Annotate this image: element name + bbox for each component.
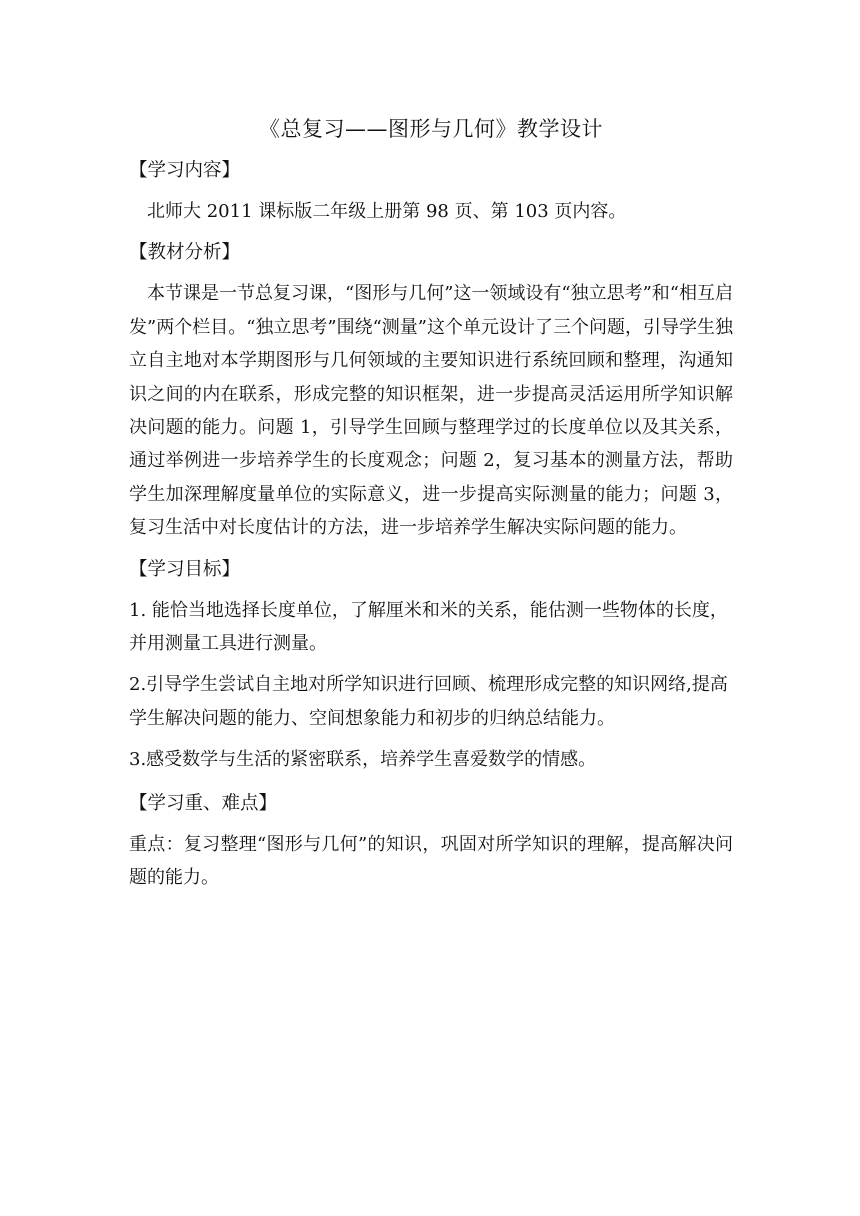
textbook-analysis-paragraph: 本节课是一节总复习课，“图形与几何”这一领域设有“独立思考”和“相互启发”两个栏目。“独立思考”围绕“测量”这个单元设计了三个问题，引导学生独立自主地对本学期图形与几何领域的主要知识进行系统回顾和整理，沟通知识之间的内在联系，形成完整的知识框架，进一步提高灵活运用所学知识解决问题的能力。问题 1，引导学生回顾与整理学过的长度单位以及其关系，通过举例进一步培养学生的长度观念；问题 2，复习基本的测量方法，帮助学生加深理解度量单位的实际意义，进一步提高实际测量的能力；问题 3，复习生活中对长度估计的方法，进一步培养学生解决实际问题的能力。 xyxy=(129,283,734,539)
section-heading-textbook-analysis: 【教材分析】 xyxy=(129,242,241,264)
section-heading-learning-objectives: 【学习目标】 xyxy=(129,558,241,580)
objective-item-2: 2.引导学生尝试自主地对所学知识进行回顾、梳理形成完整的知识网络,提高学生解决问题的能力、空间想象能力和初步的归纳总结能力。 xyxy=(129,674,728,729)
document-body xyxy=(129,112,733,895)
key-points-paragraph: 重点：复习整理“图形与几何”的知识，巩固对所学知识的理解，提高解决问题的能力。 xyxy=(129,833,733,889)
section-heading-learning-content: 【学习内容】 xyxy=(129,160,241,181)
objective-item-1: 1. 能恰当地选择长度单位，了解厘米和米的关系，能估测一些物体的长度，并用测量工具进行测量。 xyxy=(129,599,728,655)
section-heading-key-points: 【学习重、难点】 xyxy=(129,792,278,814)
objective-item-3: 3.感受数学与生活的紧密联系，培养学生喜爱数学的情感。 xyxy=(129,749,597,771)
learning-content-paragraph: 北师大 2011 课标版二年级上册第 98 页、第 103 页内容。 xyxy=(147,201,627,222)
document-title: 《总复习——图形与几何》教学设计 xyxy=(259,117,603,141)
